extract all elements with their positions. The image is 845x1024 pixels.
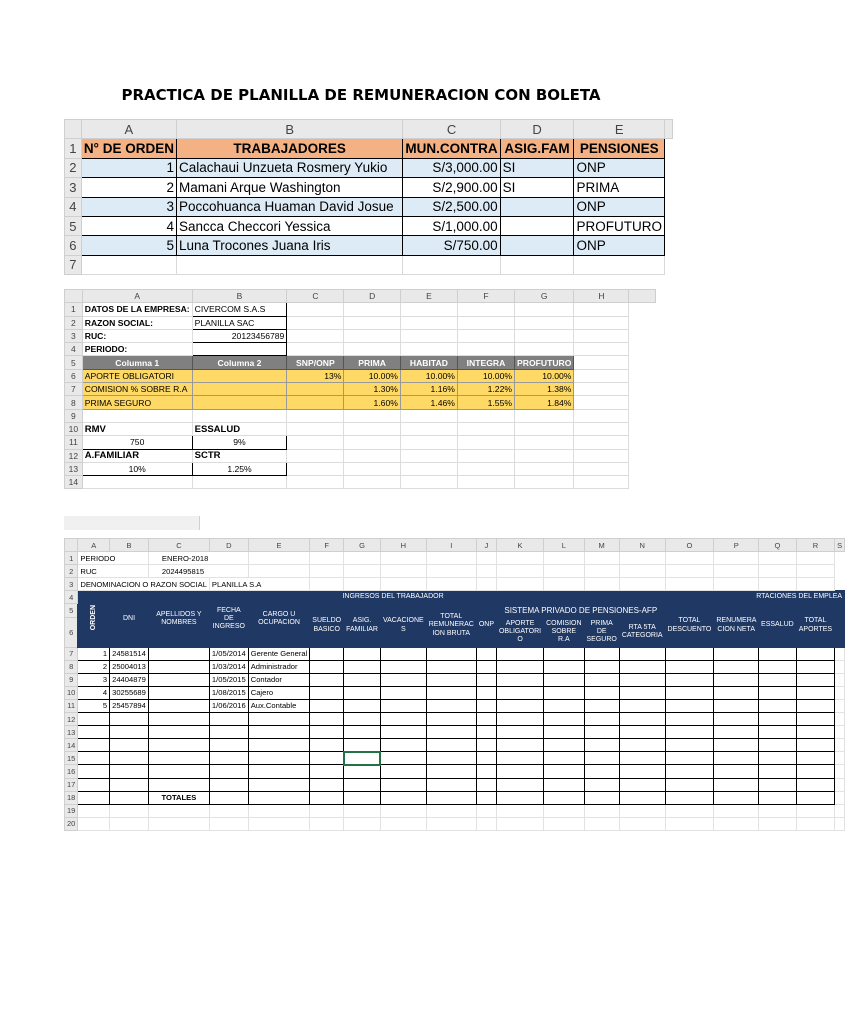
row-header[interactable]: 2: [65, 158, 82, 177]
value-cell[interactable]: 20123456789: [192, 329, 287, 342]
header-cell[interactable]: ASIG.FAM: [500, 139, 574, 158]
table-cell[interactable]: 1.84%: [515, 396, 574, 409]
table-cell[interactable]: Luna Trocones Juana Iris: [176, 236, 402, 255]
row-header[interactable]: 20: [65, 817, 78, 830]
table-cell[interactable]: Sancca Checcori Yessica: [176, 216, 402, 235]
header-comision: COMISION SOBRE R.A: [544, 617, 584, 647]
header-cell[interactable]: PRIMA: [344, 356, 400, 369]
table-cell[interactable]: 1.22%: [457, 383, 514, 396]
column-header[interactable]: I: [426, 539, 476, 552]
row-header[interactable]: 6: [65, 236, 82, 255]
column-header[interactable]: G: [515, 290, 574, 303]
orden-cell[interactable]: 5: [78, 699, 110, 712]
column-header[interactable]: G: [344, 539, 381, 552]
column-header[interactable]: E: [574, 120, 665, 139]
select-all-corner[interactable]: [65, 290, 83, 303]
dni-cell[interactable]: 25457894: [110, 699, 149, 712]
dni-cell[interactable]: 25004013: [110, 660, 149, 673]
row-header[interactable]: 17: [65, 778, 78, 791]
table-cell[interactable]: 2: [81, 178, 176, 197]
row-header[interactable]: 1: [65, 552, 78, 565]
table-cell[interactable]: 1: [81, 158, 176, 177]
label-cell[interactable]: SCTR: [192, 449, 287, 462]
header-cell[interactable]: INTEGRA: [457, 356, 514, 369]
table-cell[interactable]: S/750.00: [403, 236, 500, 255]
row-header[interactable]: 3: [65, 329, 83, 342]
table-cell[interactable]: S/2,500.00: [403, 197, 500, 216]
row-header[interactable]: 18: [65, 791, 78, 804]
value-cell[interactable]: 1.25%: [192, 462, 287, 475]
column-header[interactable]: H: [380, 539, 426, 552]
label-cell[interactable]: A.FAMILIAR: [82, 449, 192, 462]
column-header[interactable]: J: [476, 539, 496, 552]
spreadsheet-workers: [64, 119, 673, 275]
table-cell[interactable]: S/2,900.00: [403, 178, 500, 197]
row-header[interactable]: 10: [65, 422, 83, 435]
row-header[interactable]: 3: [65, 178, 82, 197]
fecha-cell[interactable]: 1/03/2014: [209, 660, 248, 673]
column-header[interactable]: [664, 120, 672, 139]
label-cell[interactable]: ESSALUD: [192, 422, 287, 435]
header-cell[interactable]: N° DE ORDEN: [81, 139, 176, 158]
table-cell[interactable]: 3: [81, 197, 176, 216]
row-header[interactable]: 4: [65, 197, 82, 216]
header-cell[interactable]: MUN.CONTRA: [403, 139, 500, 158]
totales-label[interactable]: TOTALES: [148, 791, 209, 804]
spreadsheet-company-data: [64, 289, 656, 504]
group-spp: SISTEMA PRIVADO DE PENSIONES-AFP: [496, 604, 665, 617]
orden-cell[interactable]: 3: [78, 673, 110, 686]
row-header[interactable]: 13: [65, 726, 78, 739]
row-header[interactable]: 15: [65, 752, 78, 765]
column-header[interactable]: B: [176, 120, 402, 139]
row-header[interactable]: 19: [65, 804, 78, 817]
table-cell[interactable]: 4: [81, 216, 176, 235]
label-cell[interactable]: PERIODO: [78, 552, 149, 565]
column-header[interactable]: C: [403, 120, 500, 139]
row-header[interactable]: 2: [65, 316, 83, 329]
orden-cell[interactable]: 1: [78, 647, 110, 660]
header-cell[interactable]: HABITAD: [400, 356, 457, 369]
column-header[interactable]: D: [344, 290, 400, 303]
label-cell[interactable]: RUC:: [82, 329, 192, 342]
column-header[interactable]: K: [496, 539, 543, 552]
header-cell[interactable]: PENSIONES: [574, 139, 665, 158]
fecha-cell[interactable]: 1/05/2014: [209, 647, 248, 660]
row-header[interactable]: 6: [65, 617, 78, 647]
header-asig: ASIG. FAMILIAR: [344, 604, 381, 647]
header-vacaciones: VACACIONE S: [380, 604, 426, 647]
column-header[interactable]: H: [574, 290, 629, 303]
column-header[interactable]: N: [619, 539, 665, 552]
table-cell[interactable]: 13%: [287, 369, 344, 382]
value-cell[interactable]: CIVERCOM S.A.S: [192, 303, 287, 316]
column-header[interactable]: P: [714, 539, 759, 552]
table-cell[interactable]: Calachaui Unzueta Rosmery Yukio: [176, 158, 402, 177]
row-header[interactable]: 11: [65, 436, 83, 449]
header-essalud: ESSALUD: [759, 604, 797, 647]
row-header[interactable]: 7: [65, 647, 78, 660]
row-header[interactable]: 14: [65, 476, 83, 489]
header-cell[interactable]: Columna 1: [82, 356, 192, 369]
column-header[interactable]: F: [457, 290, 514, 303]
value-cell[interactable]: 10%: [82, 462, 192, 475]
header-renta: RTA 5TA CATEGORIA: [619, 617, 665, 647]
spreadsheet-payroll: [64, 516, 843, 854]
value-cell[interactable]: PLANILLA S.A: [209, 578, 309, 591]
header-cell[interactable]: PROFUTURO: [515, 356, 574, 369]
column-header[interactable]: O: [665, 539, 714, 552]
header-total-rem: TOTAL REMUNERAC ION BRUTA: [426, 604, 476, 647]
column-header[interactable]: R: [796, 539, 834, 552]
header-cell[interactable]: TRABAJADORES: [176, 139, 402, 158]
row-header[interactable]: 8: [65, 660, 78, 673]
header-dni: DNI: [110, 591, 149, 647]
select-all-corner[interactable]: [65, 120, 82, 139]
header-cargo: CARGO U OCUPACION: [248, 591, 310, 647]
selected-cell[interactable]: [344, 752, 381, 765]
column-header[interactable]: B: [110, 539, 149, 552]
orden-cell[interactable]: 2: [78, 660, 110, 673]
cargo-cell[interactable]: Gerente General: [248, 647, 310, 660]
table-cell[interactable]: ONP: [574, 236, 665, 255]
table-cell[interactable]: SI: [500, 178, 574, 197]
row-header[interactable]: 6: [65, 369, 83, 382]
row-header[interactable]: 9: [65, 409, 83, 422]
column-header[interactable]: D: [209, 539, 248, 552]
table-cell[interactable]: SI: [500, 158, 574, 177]
table-cell[interactable]: 10.00%: [344, 369, 400, 382]
value-cell[interactable]: PLANILLA SAC: [192, 316, 287, 329]
table-cell[interactable]: 10.00%: [457, 369, 514, 382]
cargo-cell[interactable]: Contador: [248, 673, 310, 686]
fecha-cell[interactable]: 1/08/2015: [209, 686, 248, 699]
row-header[interactable]: 4: [65, 343, 83, 356]
group-aportaciones: RTACIONES DEL EMPLEA: [714, 591, 845, 604]
row-header[interactable]: 7: [65, 383, 83, 396]
table-cell[interactable]: PRIMA SEGURO: [82, 396, 192, 409]
table-cell[interactable]: 1.46%: [400, 396, 457, 409]
fecha-cell[interactable]: 1/06/2016: [209, 699, 248, 712]
table-cell[interactable]: S/3,000.00: [403, 158, 500, 177]
header-prima: PRIMA DE SEGURO: [584, 617, 619, 647]
header-cell[interactable]: Columna 2: [192, 356, 287, 369]
header-neta: RENUMERA CION NETA: [714, 604, 759, 647]
label-cell[interactable]: RMV: [82, 422, 192, 435]
column-header[interactable]: A: [81, 120, 176, 139]
table-cell[interactable]: [500, 216, 574, 235]
table-cell[interactable]: 5: [81, 236, 176, 255]
label-cell[interactable]: DENOMINACION O RAZON SOCIAL: [78, 578, 210, 591]
table-cell[interactable]: 10.00%: [515, 369, 574, 382]
page-title: PRACTICA DE PLANILLA DE REMUNERACION CON BOLETA: [121, 86, 601, 104]
table-cell[interactable]: S/1,000.00: [403, 216, 500, 235]
cargo-cell[interactable]: Cajero: [248, 686, 310, 699]
row-header[interactable]: 7: [65, 255, 82, 274]
orden-cell[interactable]: 4: [78, 686, 110, 699]
row-header[interactable]: 1: [65, 303, 83, 316]
select-all-corner[interactable]: [65, 539, 78, 552]
header-onp: ONP: [476, 604, 496, 647]
value-cell[interactable]: ENERO-2018: [148, 552, 248, 565]
row-header[interactable]: 14: [65, 739, 78, 752]
row-header[interactable]: 3: [65, 578, 78, 591]
header-orden: ORDEN: [89, 604, 97, 631]
column-header[interactable]: A: [78, 539, 110, 552]
table-cell[interactable]: Poccohuanca Huaman David Josue: [176, 197, 402, 216]
cargo-cell[interactable]: Administrador: [248, 660, 310, 673]
table-cell[interactable]: ONP: [574, 158, 665, 177]
row-header[interactable]: 5: [65, 356, 83, 369]
table-cell[interactable]: 1.60%: [344, 396, 400, 409]
table-cell[interactable]: ONP: [574, 197, 665, 216]
row-header[interactable]: 10: [65, 686, 78, 699]
cargo-cell[interactable]: Aux.Contable: [248, 699, 310, 712]
column-header[interactable]: E: [248, 539, 310, 552]
column-header[interactable]: Q: [759, 539, 797, 552]
column-header[interactable]: C: [287, 290, 344, 303]
table-cell[interactable]: 1.38%: [515, 383, 574, 396]
table-cell[interactable]: 1.16%: [400, 383, 457, 396]
sheet-tab-strip[interactable]: [64, 516, 200, 530]
row-header[interactable]: 5: [65, 216, 82, 235]
header-fecha: FECHA DE INGRESO: [209, 591, 248, 647]
column-header[interactable]: M: [584, 539, 619, 552]
row-header[interactable]: 11: [65, 699, 78, 712]
value-cell[interactable]: 2024495815: [148, 565, 248, 578]
row-header[interactable]: 12: [65, 449, 83, 462]
header-apellidos: APELLIDOS Y NOMBRES: [148, 591, 209, 647]
dni-cell[interactable]: 30255689: [110, 686, 149, 699]
header-cell[interactable]: SNP/ONP: [287, 356, 344, 369]
column-header[interactable]: D: [500, 120, 574, 139]
group-ingresos: INGRESOS DEL TRABAJADOR: [310, 591, 477, 604]
table-cell[interactable]: APORTE OBLIGATORI: [82, 369, 192, 382]
row-header[interactable]: 5: [65, 604, 78, 617]
table-cell[interactable]: 1.30%: [344, 383, 400, 396]
column-header[interactable]: S: [835, 539, 845, 552]
table-cell[interactable]: COMISION % SOBRE R.A: [82, 383, 192, 396]
table-cell[interactable]: Mamani Arque Washington: [176, 178, 402, 197]
column-header[interactable]: L: [544, 539, 584, 552]
row-header[interactable]: 1: [65, 139, 82, 158]
column-header[interactable]: B: [192, 290, 287, 303]
row-header[interactable]: 13: [65, 462, 83, 475]
label-cell[interactable]: DATOS DE LA EMPRESA:: [82, 303, 192, 316]
row-header[interactable]: 2: [65, 565, 78, 578]
value-cell[interactable]: 750: [82, 436, 192, 449]
column-header[interactable]: A: [82, 290, 192, 303]
row-header[interactable]: 9: [65, 673, 78, 686]
value-cell[interactable]: [192, 343, 287, 356]
table-cell[interactable]: [500, 236, 574, 255]
label-cell[interactable]: RAZON SOCIAL:: [82, 316, 192, 329]
table-cell[interactable]: 1.55%: [457, 396, 514, 409]
row-header[interactable]: 8: [65, 396, 83, 409]
header-sueldo: SUELDO BASICO: [310, 604, 344, 647]
header-total-desc: TOTAL DESCUENTO: [665, 604, 714, 647]
label-cell[interactable]: RUC: [78, 565, 149, 578]
row-header[interactable]: 4: [65, 591, 78, 604]
table-cell[interactable]: 10.00%: [400, 369, 457, 382]
column-header[interactable]: E: [400, 290, 457, 303]
value-cell[interactable]: 9%: [192, 436, 287, 449]
label-cell[interactable]: PERIODO:: [82, 343, 192, 356]
table-cell[interactable]: PRIMA: [574, 178, 665, 197]
table-cell[interactable]: PROFUTURO: [574, 216, 665, 235]
column-header[interactable]: C: [148, 539, 209, 552]
row-header[interactable]: 12: [65, 713, 78, 726]
header-total-aport: TOTAL APORTES: [796, 604, 834, 647]
fecha-cell[interactable]: 1/05/2015: [209, 673, 248, 686]
dni-cell[interactable]: 24404879: [110, 673, 149, 686]
row-header[interactable]: 16: [65, 765, 78, 778]
column-header[interactable]: F: [310, 539, 344, 552]
table-cell[interactable]: [500, 197, 574, 216]
dni-cell[interactable]: 24581514: [110, 647, 149, 660]
header-aporte: APORTE OBLIGATORI O: [496, 617, 543, 647]
